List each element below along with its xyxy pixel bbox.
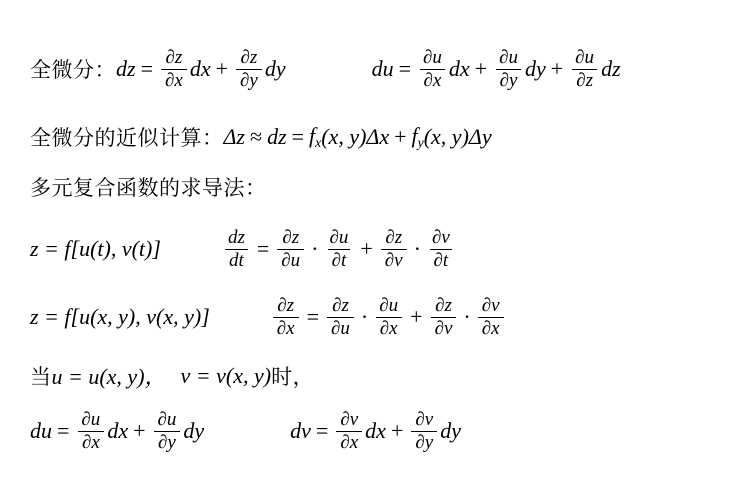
condition-suffix: 时，	[271, 364, 315, 389]
fraction-denominator: ∂x	[420, 69, 446, 91]
plus-sign: +	[394, 124, 407, 149]
fraction-denominator: ∂x	[161, 69, 187, 91]
dy-term: dy	[183, 418, 205, 444]
du-lhs: du	[371, 56, 394, 82]
fraction-pz-pu	[277, 228, 304, 271]
formula-line-condition	[0, 360, 314, 391]
fraction-numerator: ∂z	[282, 227, 300, 248]
fraction-pv-px	[336, 410, 362, 453]
fraction-pz-pv	[381, 228, 407, 271]
partial-fx	[309, 123, 321, 151]
fraction-denominator: ∂y	[154, 431, 180, 453]
f-symbol: f	[309, 123, 316, 149]
plus-sign: +	[390, 418, 404, 444]
fx-arguments: (x, y)	[321, 124, 367, 149]
delta-y: Δy	[468, 124, 492, 149]
fraction-numerator: ∂u	[81, 409, 101, 430]
fraction-numerator: ∂u	[499, 47, 518, 68]
dot-operator: ·	[360, 304, 369, 330]
fraction-pv-pt	[428, 228, 454, 271]
f-symbol: f	[411, 123, 418, 149]
equation-dz	[116, 48, 286, 91]
fraction-denominator: ∂u	[277, 249, 304, 271]
partial-fy	[412, 123, 424, 151]
equals-sign: =	[57, 418, 70, 444]
equals-sign: =	[398, 56, 412, 82]
fraction-denominator: ∂u	[327, 317, 354, 339]
fraction-du-dz	[571, 48, 598, 91]
equation-approximation	[224, 123, 492, 151]
fraction-pu-px	[375, 296, 402, 339]
plus-sign: +	[360, 236, 373, 262]
fraction-numerator: ∂u	[379, 295, 399, 316]
formula-line-composite-heading	[0, 172, 267, 202]
fraction-dz-dx	[161, 48, 187, 91]
dx-term: dx	[365, 418, 386, 444]
fraction-denominator: ∂x	[376, 317, 402, 339]
label-approximation: 全微分的近似计算：	[30, 126, 224, 150]
condition-u-definition: u = u(x, y)，	[51, 364, 167, 389]
fraction-denominator: ∂y	[496, 69, 522, 91]
dz-term: dz	[601, 56, 621, 82]
fraction-pv-py	[411, 410, 437, 453]
fraction-numerator: ∂v	[340, 409, 359, 430]
dy-term: dy	[440, 418, 461, 444]
fraction-numerator: ∂z	[435, 295, 452, 316]
equation-chain-rule-multi	[270, 296, 507, 339]
fraction-numerator: ∂u	[157, 409, 177, 430]
fraction-pu-pt	[325, 228, 352, 271]
fraction-denominator: dt	[225, 249, 248, 271]
equation-chain-rule-single	[221, 228, 457, 271]
delta-z: Δz	[223, 124, 245, 149]
dot-operator: ·	[463, 304, 471, 330]
dx-term: dx	[448, 56, 470, 82]
fraction-denominator: ∂v	[431, 317, 457, 339]
fraction-numerator: ∂u	[423, 47, 442, 68]
du-lhs: du	[30, 418, 52, 444]
dz-term: dz	[267, 124, 287, 149]
dz-lhs: dz	[116, 56, 136, 82]
fraction-numerator: ∂z	[277, 295, 295, 316]
fraction-numerator: ∂v	[415, 409, 434, 430]
fraction-pz-pv	[431, 296, 457, 339]
approx-sign: ≈	[249, 124, 263, 149]
plus-sign: +	[215, 56, 228, 82]
equation-dv	[290, 410, 461, 453]
label-composite-derivative: 多元复合函数的求导法：	[30, 176, 267, 200]
fraction-pz-pu	[327, 296, 354, 339]
fraction-pz-px	[273, 296, 299, 339]
plus-sign: +	[133, 418, 146, 444]
condition-prefix: 当	[30, 364, 52, 389]
fraction-denominator: ∂z	[572, 69, 597, 91]
equals-sign: =	[315, 418, 329, 444]
plus-sign: +	[550, 56, 564, 82]
dot-operator: ·	[413, 236, 421, 262]
fraction-du-dx	[419, 48, 446, 91]
equals-sign: =	[306, 304, 320, 330]
formula-line-du-dv	[0, 410, 461, 453]
equals-sign: =	[291, 124, 305, 149]
fraction-numerator: ∂v	[431, 227, 450, 248]
plus-sign: +	[474, 56, 488, 82]
delta-x: Δx	[366, 124, 390, 149]
equals-sign: =	[256, 236, 270, 262]
fraction-dz-dy	[236, 48, 262, 91]
fy-arguments: (x, y)	[423, 124, 469, 149]
dx-term: dx	[107, 418, 129, 444]
fraction-pu-py	[154, 410, 181, 453]
fraction-numerator: dz	[227, 227, 245, 248]
fraction-numerator: ∂z	[240, 47, 258, 68]
dy-term: dy	[264, 56, 286, 82]
fraction-denominator: ∂x	[273, 317, 299, 339]
fraction-du-dy	[495, 48, 522, 91]
fraction-denominator: ∂t	[328, 249, 351, 271]
function-definition-multi: z = f[u(x, y), v(x, y)]	[30, 304, 210, 330]
dx-term: dx	[189, 56, 211, 82]
fraction-numerator: ∂v	[481, 295, 500, 316]
fraction-numerator: ∂u	[329, 227, 349, 248]
fraction-denominator: ∂x	[478, 317, 504, 339]
formula-line-chain-rule-multi	[0, 296, 507, 339]
fraction-numerator: ∂z	[332, 295, 349, 316]
equals-sign: =	[140, 56, 153, 82]
formula-line-approximation	[0, 122, 492, 152]
equation-du	[372, 48, 621, 91]
equation-du-2	[30, 410, 204, 453]
fraction-dz-dt	[224, 228, 249, 271]
plus-sign: +	[410, 304, 423, 330]
fraction-numerator: ∂z	[165, 47, 183, 68]
formula-line-total-differential	[0, 48, 621, 91]
f-subscript-y: y	[417, 134, 424, 150]
condition-v-definition: v = v(x, y)	[180, 362, 272, 388]
fraction-denominator: ∂x	[336, 431, 362, 453]
label-total-differential: 全微分：	[30, 58, 116, 83]
fraction-denominator: ∂x	[78, 431, 104, 453]
fraction-pu-px	[77, 410, 104, 453]
fraction-denominator: ∂t	[430, 249, 453, 271]
formula-line-chain-rule-single	[0, 228, 457, 271]
dy-term: dy	[524, 56, 546, 82]
fraction-denominator: ∂v	[381, 249, 407, 271]
fraction-numerator: ∂u	[575, 47, 595, 68]
fraction-denominator: ∂y	[411, 431, 437, 453]
f-subscript-x: x	[315, 134, 322, 150]
fraction-denominator: ∂y	[236, 69, 262, 91]
fraction-pv-px	[478, 296, 504, 339]
dot-operator: ·	[311, 236, 319, 262]
dv-lhs: dv	[290, 418, 311, 444]
function-definition-single: z = f[u(t), v(t)]	[30, 236, 161, 262]
fraction-numerator: ∂z	[385, 227, 403, 248]
